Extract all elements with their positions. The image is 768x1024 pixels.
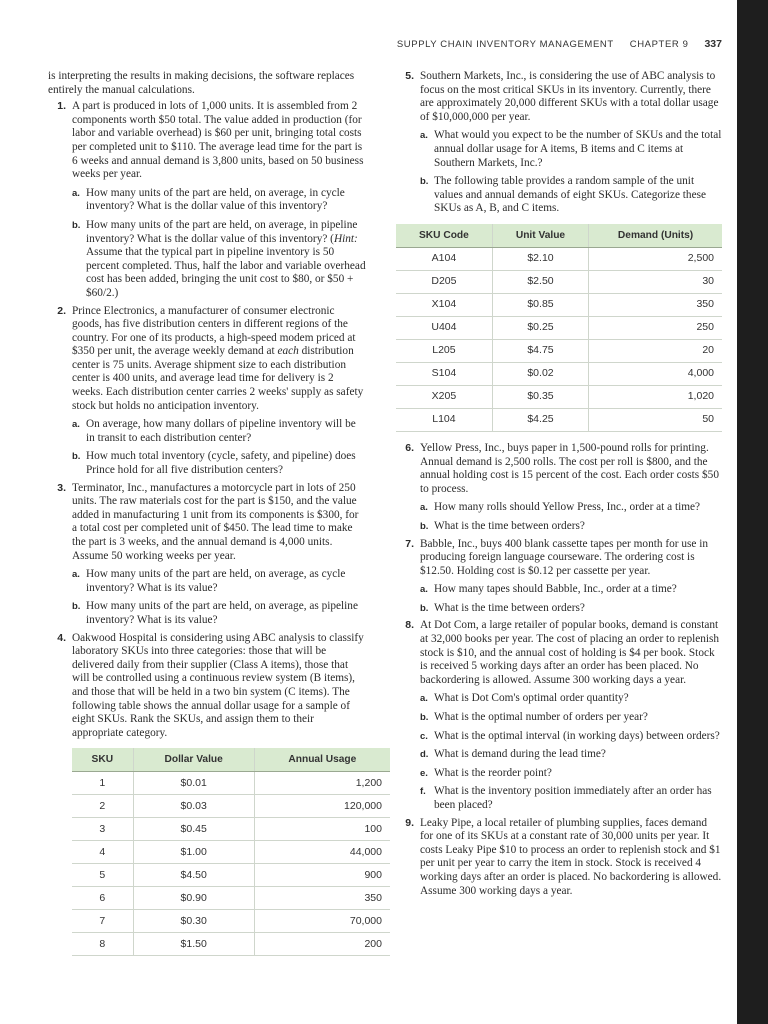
problem-number: 9.	[405, 816, 414, 829]
table-cell: 70,000	[254, 910, 390, 933]
table-cell: U404	[396, 316, 492, 339]
table-row	[72, 887, 390, 910]
column-header: Unit Value	[492, 224, 588, 248]
table-row	[72, 933, 390, 956]
subquestion-b	[48, 600, 366, 627]
subquestion-text: How many tapes should Babble, Inc., order at a time?	[434, 583, 677, 596]
subquestion-text: What would you expect to be the number of SKUs and the total annual dollar usage for A items, B items and C items at Southern Markets, Inc.?	[434, 129, 722, 169]
problem-number: 6.	[405, 441, 414, 454]
subquestion-text: What is the time between orders?	[434, 519, 585, 532]
subquestion-b	[396, 602, 722, 616]
running-head	[360, 38, 722, 50]
table-row	[72, 795, 390, 818]
subquestion-b	[396, 175, 722, 216]
problem-text: Leaky Pipe, a local retailer of plumbing supplies, faces demand for one of its SKUs at a constant rate of 30,000 units per year. It costs Leaky Pipe $10 to process an order to replenish stock and $1 per unit per year to carry the item in stock. Stock is received 4 working days after an order is placed. No backordering is allowed. Assume 300 working days a year.	[420, 816, 722, 897]
sub-letter: d.	[420, 749, 429, 761]
table-cell: X104	[396, 293, 492, 316]
table-cell: 2,500	[589, 247, 722, 270]
subquestion-a	[396, 501, 722, 515]
subquestion-a	[48, 418, 366, 445]
problem-9	[396, 817, 722, 899]
table-cell: $0.02	[492, 362, 588, 385]
problem-3	[48, 482, 366, 628]
table-cell: 2	[72, 795, 133, 818]
subquestion-a	[48, 568, 366, 595]
table-cell: 1	[72, 772, 133, 795]
sub-letter: b.	[420, 520, 429, 532]
subquestion-text: How many units of the part are held, on average, as pipeline inventory? What is its value?	[86, 600, 358, 626]
sub-letter: f.	[420, 786, 426, 798]
subquestion-text: How many units of the part are held, on average, in pipeline inventory? What is the dollar value of this inventory? (Hint: Assume that the typical part in pipeline inventory is 50 percent completed. Thus, half the labor and variable overhead cost has been added, bringing the unit cost to $80, or $50 + $60/2.)	[86, 218, 366, 299]
table-cell: 50	[589, 408, 722, 431]
subquestion-f	[396, 785, 722, 812]
table-cell: X205	[396, 385, 492, 408]
subquestion-text: What is the inventory position immediately after an order has been placed?	[434, 785, 712, 811]
sub-letter: a.	[72, 569, 80, 581]
table-cell: 7	[72, 910, 133, 933]
subquestion-b	[48, 450, 366, 477]
problem-text: Oakwood Hospital is considering using ABC analysis to classify laboratory SKUs into three categories: those that will be delivered daily from their supplier (Class A items), those that will be controlled using a continuous review system (B items), and those that will be held in a two bin system (C items). The following table shows the annual dollar usage for a sample of eight SKUs. Rank the SKUs, and assign them to their appropriate category.	[72, 631, 364, 739]
table-cell: $2.50	[492, 270, 588, 293]
table-cell: $0.90	[133, 887, 254, 910]
table-cell: $1.00	[133, 841, 254, 864]
sub-letter: b.	[420, 176, 429, 188]
right-column	[396, 70, 722, 902]
table-cell: 200	[254, 933, 390, 956]
table-cell: $1.50	[133, 933, 254, 956]
table-cell: $0.35	[492, 385, 588, 408]
problem-8	[396, 619, 722, 812]
subquestion-b	[48, 219, 366, 301]
problem-number: 7.	[405, 537, 414, 550]
problem-7	[396, 538, 722, 616]
subquestion-c	[396, 730, 722, 744]
hint-label: Hint:	[333, 232, 358, 245]
table-cell: $4.50	[133, 864, 254, 887]
table-row	[72, 772, 390, 795]
subquestion-a	[396, 129, 722, 170]
problem-text: A part is produced in lots of 1,000 units. It is assembled from 2 components worth $50 total. The value added in production (for labor and variable overhead) is $60 per unit, bringing total costs per completed unit to $110. The average lead time for the part is 6 weeks and annual demand is 3,800 units, based on 50 business weeks per year.	[72, 100, 364, 181]
table-cell: $0.30	[133, 910, 254, 933]
running-head-title: SUPPLY CHAIN INVENTORY MANAGEMENT	[396, 39, 614, 50]
subquestion-text: What is demand during the lead time?	[434, 748, 606, 761]
problem-text: Babble, Inc., buys 400 blank cassette tapes per month for use in producing foreign language courseware. The ordering cost is $12.50. Holding cost is $0.12 per cassette per year.	[420, 537, 708, 577]
problem-6	[396, 442, 722, 534]
table-row	[72, 910, 390, 933]
sub-letter: a.	[420, 584, 428, 596]
table-cell: 250	[589, 316, 722, 339]
problem-text: Yellow Press, Inc., buys paper in 1,500-pound rolls for printing. Annual demand is 2,500 rolls. The cost per roll is $800, and the annual holding cost is 15 percent of the cost. Each order costs $50 to process.	[420, 441, 719, 495]
subquestion-d	[396, 748, 722, 762]
left-column	[48, 70, 382, 956]
problem-1	[48, 100, 366, 300]
table-cell: 5	[72, 864, 133, 887]
table-cell: $4.25	[492, 408, 588, 431]
table-cell: $0.45	[133, 818, 254, 841]
subquestion-b	[396, 520, 722, 534]
sku-table-southern	[396, 224, 722, 432]
subquestion-a	[396, 692, 722, 706]
column-header: Annual Usage	[254, 748, 390, 772]
running-head-chapter: CHAPTER 9	[629, 39, 689, 50]
intro-paragraph: is interpreting the results in making decisions, the software replaces entirely the manual calculations.	[48, 70, 355, 96]
table-cell: $0.85	[492, 293, 588, 316]
subquestion-text: What is the reorder point?	[434, 766, 552, 779]
subquestion-b	[396, 711, 722, 725]
table-row	[396, 339, 722, 362]
problem-5	[396, 70, 722, 216]
table-header-row	[72, 748, 390, 772]
sub-letter: c.	[420, 730, 428, 742]
sub-letter: b.	[420, 712, 429, 724]
table-cell: 900	[254, 864, 390, 887]
table-cell: A104	[396, 247, 492, 270]
sub-letter: a.	[420, 130, 428, 142]
sub-letter: b.	[420, 602, 429, 614]
subquestion-text: How many rolls should Yellow Press, Inc., order at a time?	[434, 501, 701, 514]
table-cell: L205	[396, 339, 492, 362]
subquestion-text: What is the optimal interval (in working days) between orders?	[434, 729, 720, 742]
problem-2	[48, 305, 366, 478]
sub-letter: e.	[420, 767, 428, 779]
column-header: SKU	[72, 748, 133, 772]
table-row	[396, 247, 722, 270]
table-cell: $0.25	[492, 316, 588, 339]
table-row	[396, 362, 722, 385]
table-cell: $0.03	[133, 795, 254, 818]
table-row	[396, 385, 722, 408]
table-row	[72, 818, 390, 841]
sub-letter: a.	[420, 693, 428, 705]
table-cell: 4,000	[589, 362, 722, 385]
column-header: Demand (Units)	[589, 224, 722, 248]
problem-text: Southern Markets, Inc., is considering the use of ABC analysis to focus on the most critical SKUs in its inventory. Currently, there are approximately 20,000 different SKUs with a total dollar usage of $10,000,000 per year.	[420, 70, 719, 123]
table-cell: D205	[396, 270, 492, 293]
sku-table-oakwood	[72, 748, 390, 956]
table-header-row	[396, 224, 722, 248]
problem-text: Terminator, Inc., manufactures a motorcycle part in lots of 250 units. The raw materials cost for the part is $150, and the value added in manufacturing 1 unit from its components is $300, for a total cost per completed unit of $450. The lead time to make the part is 3 weeks, and the annual demand is 4,000 units. Assume 50 working weeks per year.	[72, 481, 359, 562]
page-edge-bar	[737, 0, 768, 1024]
table-cell: $2.10	[492, 247, 588, 270]
table-cell: 6	[72, 887, 133, 910]
subquestion-a	[396, 583, 722, 597]
sub-letter: a.	[72, 419, 80, 431]
table-cell: 1,200	[254, 772, 390, 795]
table-cell: 120,000	[254, 795, 390, 818]
problem-number: 1.	[57, 100, 66, 113]
table-cell: 30	[589, 270, 722, 293]
table-row	[396, 408, 722, 431]
sub-letter: b.	[72, 219, 81, 231]
problem-number: 2.	[57, 304, 66, 317]
problem-4	[48, 632, 366, 741]
table-cell: 350	[254, 887, 390, 910]
table-row	[396, 316, 722, 339]
problem-number: 4.	[57, 631, 66, 644]
table-cell: 44,000	[254, 841, 390, 864]
column-header: SKU Code	[396, 224, 492, 248]
table-cell: L104	[396, 408, 492, 431]
table-cell: 100	[254, 818, 390, 841]
sub-letter: b.	[72, 601, 81, 613]
problem-text: At Dot Com, a large retailer of popular books, demand is constant at 32,000 books per year. The cost of placing an order to replenish stock is $10, and the annual cost of holding is $4 per book. Stock is received 5 working days after an order has been placed. No backordering is allowed. Assume 300 working days a year.	[420, 619, 720, 686]
table-cell: 4	[72, 841, 133, 864]
table-cell: 20	[589, 339, 722, 362]
table-row	[72, 864, 390, 887]
table-cell: $4.75	[492, 339, 588, 362]
table-cell: 1,020	[589, 385, 722, 408]
problem-number: 5.	[405, 70, 414, 82]
subquestion-text: On average, how many dollars of pipeline inventory will be in transit to each distribution center?	[86, 418, 356, 444]
sub-letter: b.	[72, 451, 81, 463]
table-row	[396, 293, 722, 316]
table-cell: $0.01	[133, 772, 254, 795]
subquestion-text: How many units of the part are held, on average, in cycle inventory? What is the dollar value of this inventory?	[86, 186, 345, 213]
page-number: 337	[704, 38, 722, 50]
problem-number: 8.	[405, 619, 414, 632]
column-header: Dollar Value	[133, 748, 254, 772]
subquestion-text: How many units of the part are held, on average, as cycle inventory? What is its value?	[86, 568, 346, 594]
problem-number: 3.	[57, 481, 66, 494]
sub-letter: a.	[420, 502, 428, 514]
problem-text: Prince Electronics, a manufacturer of consumer electronic goods, has five distribution centers in different regions of the country. For one of its products, a high-speed modem priced at $350 per unit, the average weekly demand at each distribution center is 75 units. Average shipment size to each distribution center is 400 units, and average lead time for delivery is 2 weeks. Each distribution center carries 2 weeks' supply as safety stock but holds no anticipation inventory.	[72, 304, 364, 412]
subquestion-text: What is Dot Com's optimal order quantity?	[434, 692, 629, 705]
table-cell: S104	[396, 362, 492, 385]
subquestion-text: How much total inventory (cycle, safety, and pipeline) does Prince hold for all five distribution centers?	[86, 450, 356, 477]
table-cell: 3	[72, 818, 133, 841]
sub-letter: a.	[72, 187, 80, 199]
subquestion-a	[48, 187, 366, 214]
table-cell: 8	[72, 933, 133, 956]
table-row	[72, 841, 390, 864]
subquestion-text: What is the time between orders?	[434, 601, 585, 614]
subquestion-text: What is the optimal number of orders per year?	[434, 711, 648, 724]
table-cell: 350	[589, 293, 722, 316]
table-row	[396, 270, 722, 293]
subquestion-e	[396, 767, 722, 781]
subquestion-text: The following table provides a random sample of the unit values and annual demands of eight SKUs. Categorize these SKUs as A, B, and C items.	[434, 175, 706, 215]
